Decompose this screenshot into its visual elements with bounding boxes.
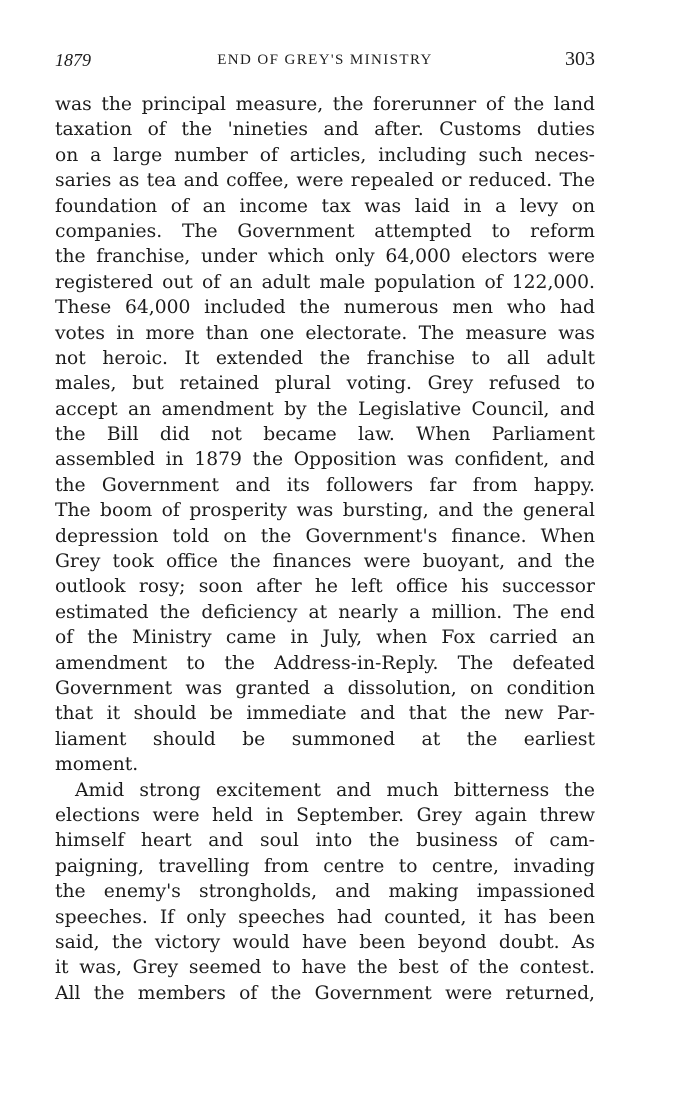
text-line: not heroic. It extended the franchise to all adult	[55, 347, 595, 369]
text-line: it was, Grey seemed to have the best of the contest.	[55, 957, 595, 979]
text-line: the franchise, under which only 64,000 electors were	[55, 246, 595, 268]
text-line: The boom of prosperity was bursting, and the general	[55, 500, 595, 522]
text-line: liament should be summoned at the earliest	[55, 728, 595, 750]
text-line: the Government and its followers far from happy.	[55, 474, 595, 496]
text-line: males, but retained plural voting. Grey refused to	[55, 373, 595, 395]
page-number: 303	[565, 48, 595, 70]
text-line: foundation of an income tax was laid in a levy on	[55, 195, 595, 217]
text-line: himself heart and soul into the business of cam-	[55, 830, 595, 852]
text-line: registered out of an adult male population of 122,000.	[55, 271, 595, 293]
text-line: votes in more than one electorate. The measure was	[55, 322, 595, 344]
text-line: accept an amendment by the Legislative Council, and	[55, 398, 595, 420]
text-line: Government was granted a dissolution, on condition	[55, 677, 595, 699]
text-line: amendment to the Address-in-Reply. The defeated	[55, 652, 595, 674]
text-line: companies. The Government attempted to reform	[55, 220, 595, 242]
text-line: on a large number of articles, including such neces-	[55, 144, 595, 166]
text-line: outlook rosy; soon after he left office his successor	[55, 576, 595, 598]
text-line: estimated the deficiency at nearly a million. The end	[55, 601, 595, 623]
text-line: speeches. If only speeches had counted, it has been	[55, 906, 595, 928]
text-line: Grey took office the finances were buoyant, and the	[55, 551, 595, 573]
text-line: was the principal measure, the forerunner of the land	[55, 94, 595, 115]
text-line: taxation of the 'nineties and after. Customs duties	[55, 119, 595, 141]
text-line: the enemy's strongholds, and making impassioned	[55, 881, 595, 903]
text-line-paragraph-start: Amid strong excitement and much bitterness the	[75, 779, 595, 801]
running-head	[55, 46, 595, 76]
text-line: of the Ministry came in July, when Fox carried an	[55, 627, 595, 649]
text-line: saries as tea and coffee, were repealed or reduced. The	[55, 170, 595, 192]
text-line: elections were held in September. Grey again threw	[55, 804, 595, 826]
text-line: All the members of the Government were returned,	[55, 982, 595, 1004]
text-line: assembled in 1879 the Opposition was confident, and	[55, 449, 595, 471]
header-year: 1879	[55, 50, 91, 70]
text-line: said, the victory would have been beyond doubt. As	[55, 931, 595, 953]
text-line: These 64,000 included the numerous men who had	[55, 297, 595, 319]
chapter-title: END OF GREY'S MINISTRY	[217, 52, 433, 68]
text-line: the Bill did not became law. When Parliament	[55, 424, 595, 446]
text-line-paragraph-end: moment.	[55, 754, 139, 776]
text-line: that it should be immediate and that the new Par-	[55, 703, 595, 725]
body-text	[55, 92, 595, 1006]
text-line: depression told on the Government's finance. When	[55, 525, 595, 547]
text-line: paigning, travelling from centre to centre, invading	[55, 855, 595, 877]
